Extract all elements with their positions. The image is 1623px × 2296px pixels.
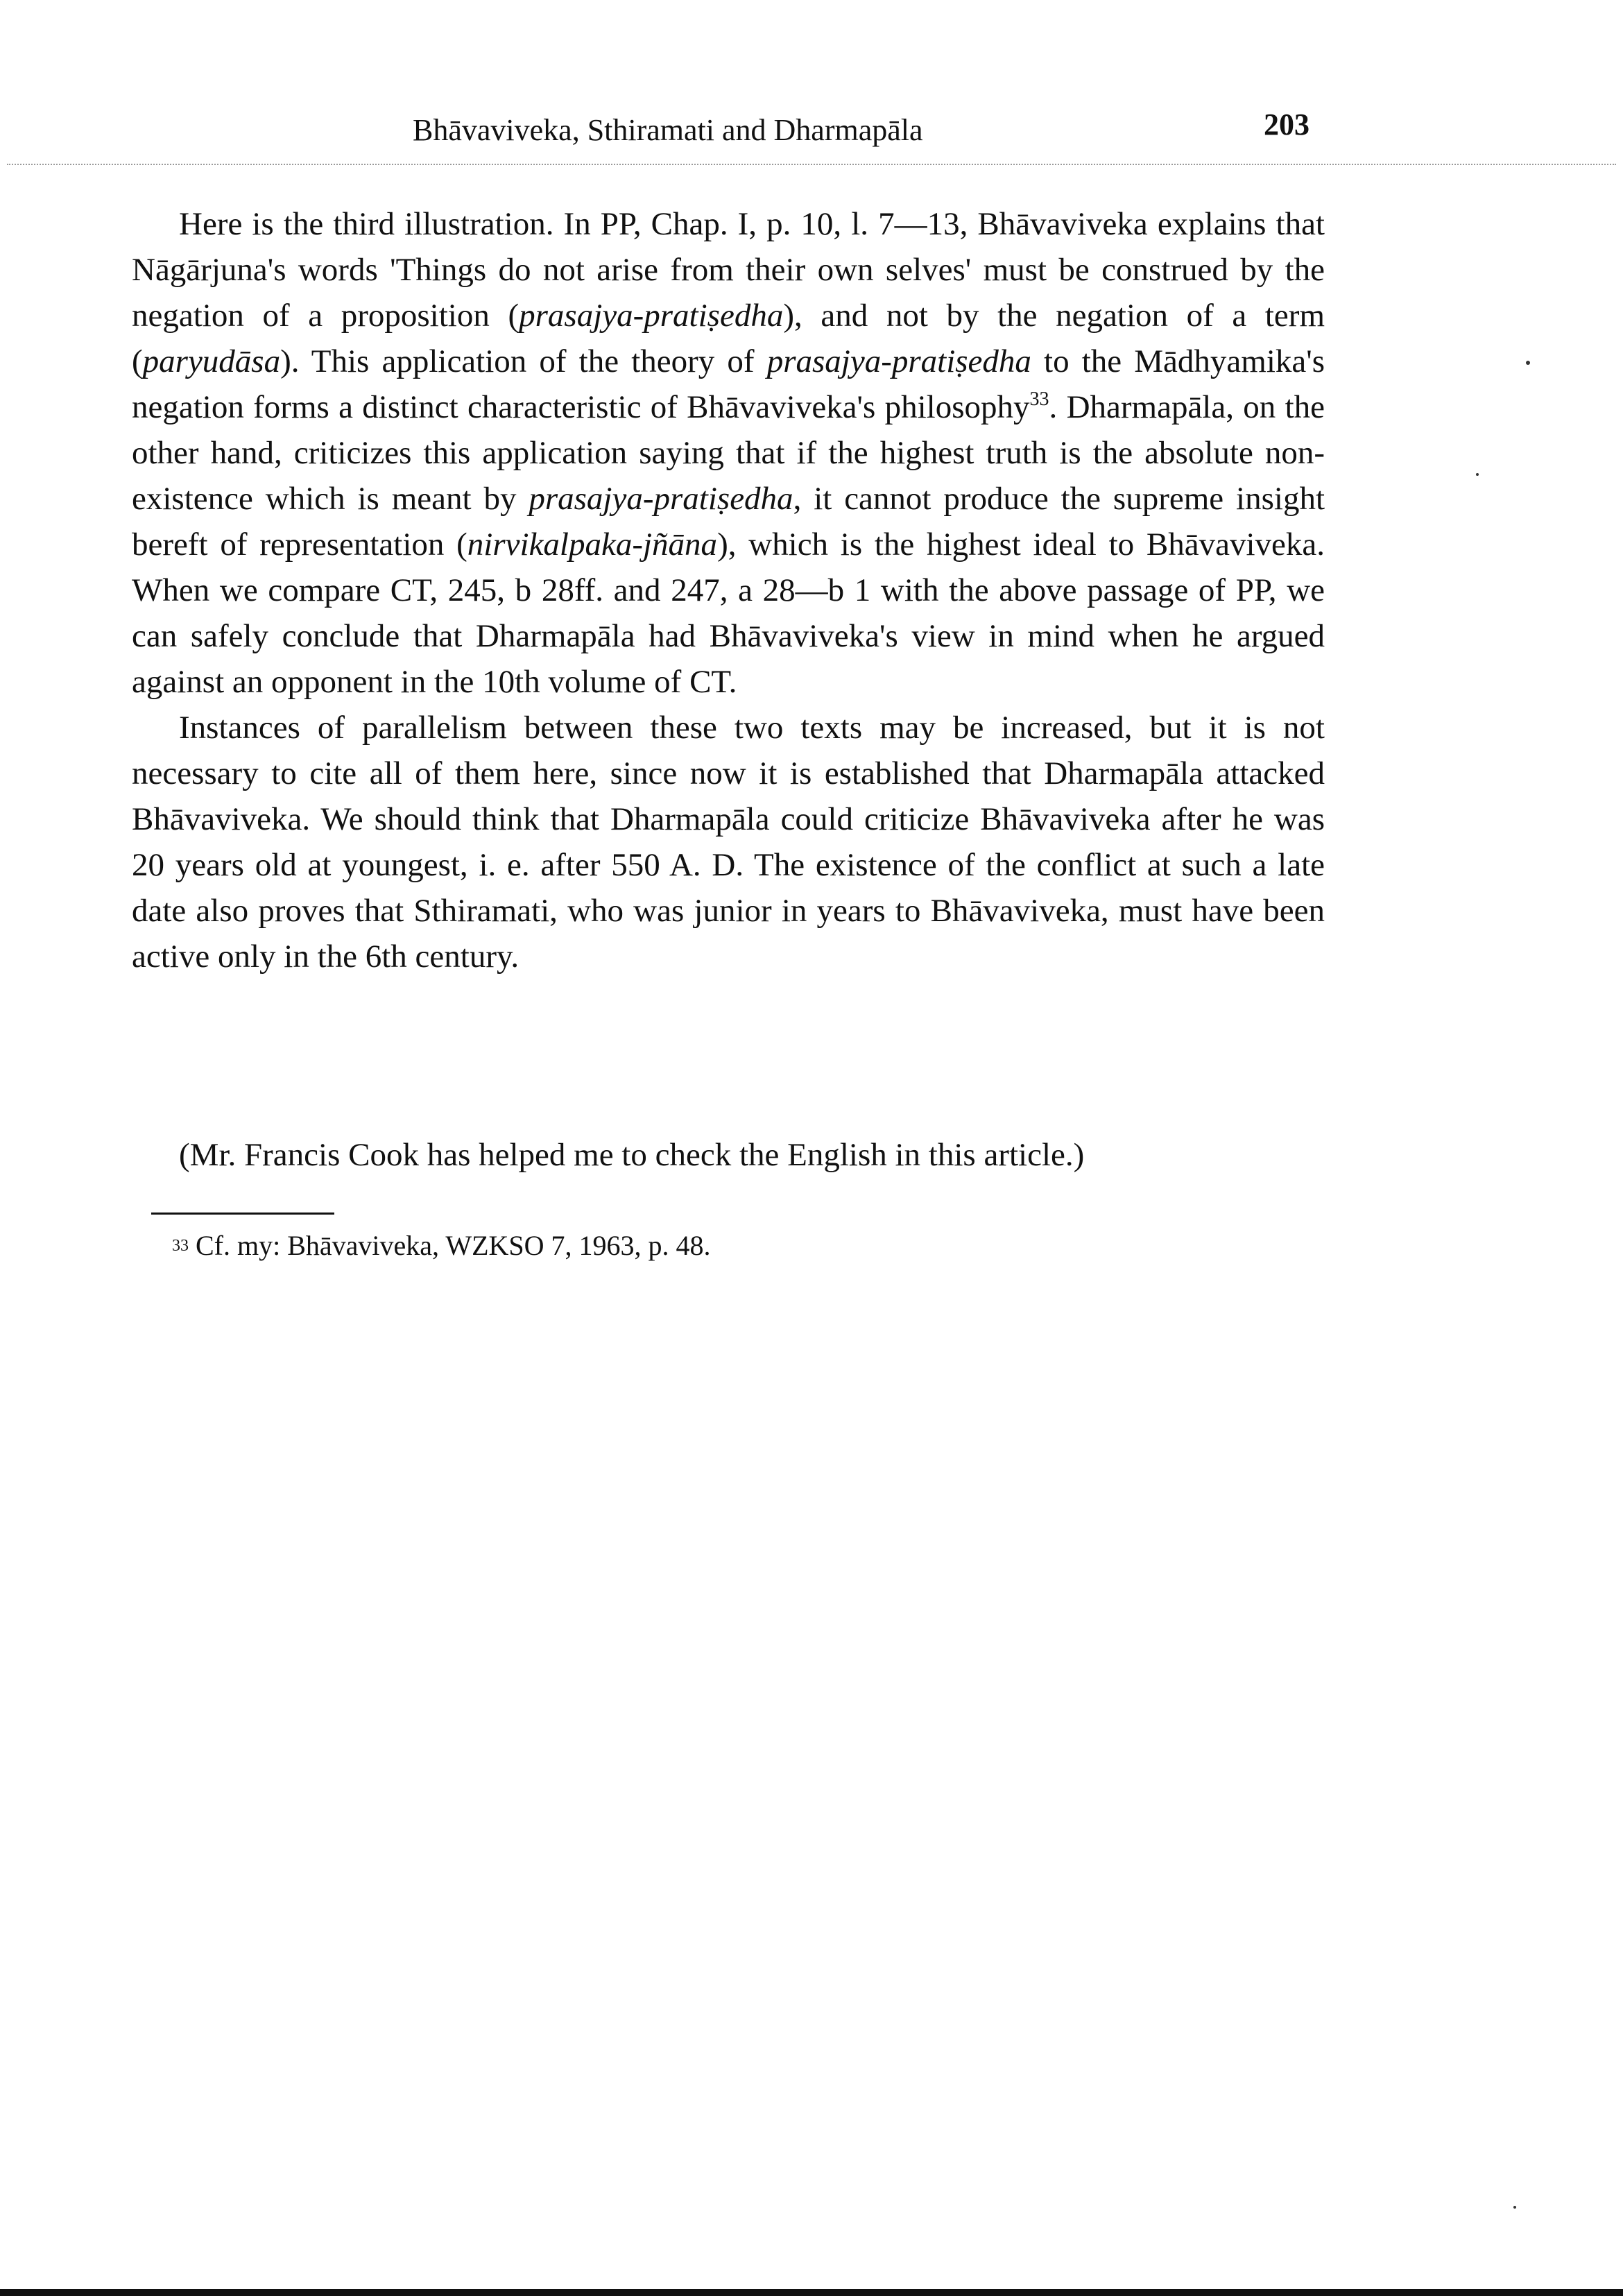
page-number: 203 — [1264, 108, 1309, 142]
footnote-reference: 33 — [1029, 388, 1049, 410]
footnote-rule — [151, 1213, 334, 1215]
footnote-mark: 33 — [172, 1237, 189, 1255]
text-run: to the Mādhyamika's negation forms a distinct characteristic of Bhāvaviveka's philosophy — [132, 343, 1325, 425]
italic-term: prasajya-pratiṣedha — [529, 481, 793, 517]
running-title: Bhāvaviveka, Sthiramati and Dharmapāla — [413, 113, 923, 147]
text-run: ), which is the highest ideal to Bhāvaviveka. When we compare CT, 245, b 28ff. and 247, a 28—b 1 with the above passage of PP, we can safely conclude that Dharmapāla had Bhāvaviveka's view in mind when he argued against an opponent in the 10th volume of CT. — [132, 526, 1325, 700]
italic-term: prasajya-pratiṣedha — [519, 298, 784, 334]
body-text — [132, 201, 1325, 979]
text-run: , it cannot produce the supreme insight bereft of representation ( — [132, 481, 1325, 563]
running-head — [0, 110, 1623, 151]
footnote — [172, 1226, 711, 1265]
text-run: ). This application of the theory of — [280, 343, 767, 379]
paragraph-2 — [132, 705, 1325, 979]
header-divider — [7, 164, 1616, 165]
paragraph-1 — [132, 201, 1325, 705]
text-run: ), and not by the negation of a term ( — [132, 298, 1325, 379]
text-run: Here is the third illustration. In PP, Chap. I, p. 10, l. 7—13, Bhāvaviveka explains that Nāgārjuna's words 'Things do not arise from their own selves' must be construed by the negation of a proposition ( — [132, 206, 1325, 334]
italic-term: nirvikalpaka-jñāna — [467, 526, 718, 563]
scan-speck — [1526, 361, 1530, 365]
scan-speck — [1513, 2206, 1516, 2209]
footnote-text: Cf. my: Bhāvaviveka, WZKSO 7, 1963, p. 48. — [196, 1230, 711, 1261]
italic-term: prasajya-pratiṣedha — [766, 343, 1031, 379]
acknowledgement: (Mr. Francis Cook has helped me to check the English in this article.) — [179, 1137, 1085, 1173]
scan-bottom-edge — [0, 2289, 1623, 2296]
text-run: Instances of parallelism between these two texts may be increased, but it is not necessary to cite all of them here, since now it is established that Dharmapāla attacked Bhāvaviveka. We should think that Dharmapāla could criticize Bhāvaviveka after he was 20 years old at youngest, i. e. after 550 A. D. The existence of the conflict at such a late date also proves that Sthiramati, who was junior in years to Bhāvaviveka, must have been active only in the 6th century. — [132, 710, 1325, 975]
italic-term: paryudāsa — [142, 343, 281, 379]
scan-speck — [1476, 473, 1479, 476]
text-run: . Dharmapāla, on the other hand, criticizes this application saying that if the highest truth is the absolute non-existence which is meant by — [132, 389, 1325, 517]
